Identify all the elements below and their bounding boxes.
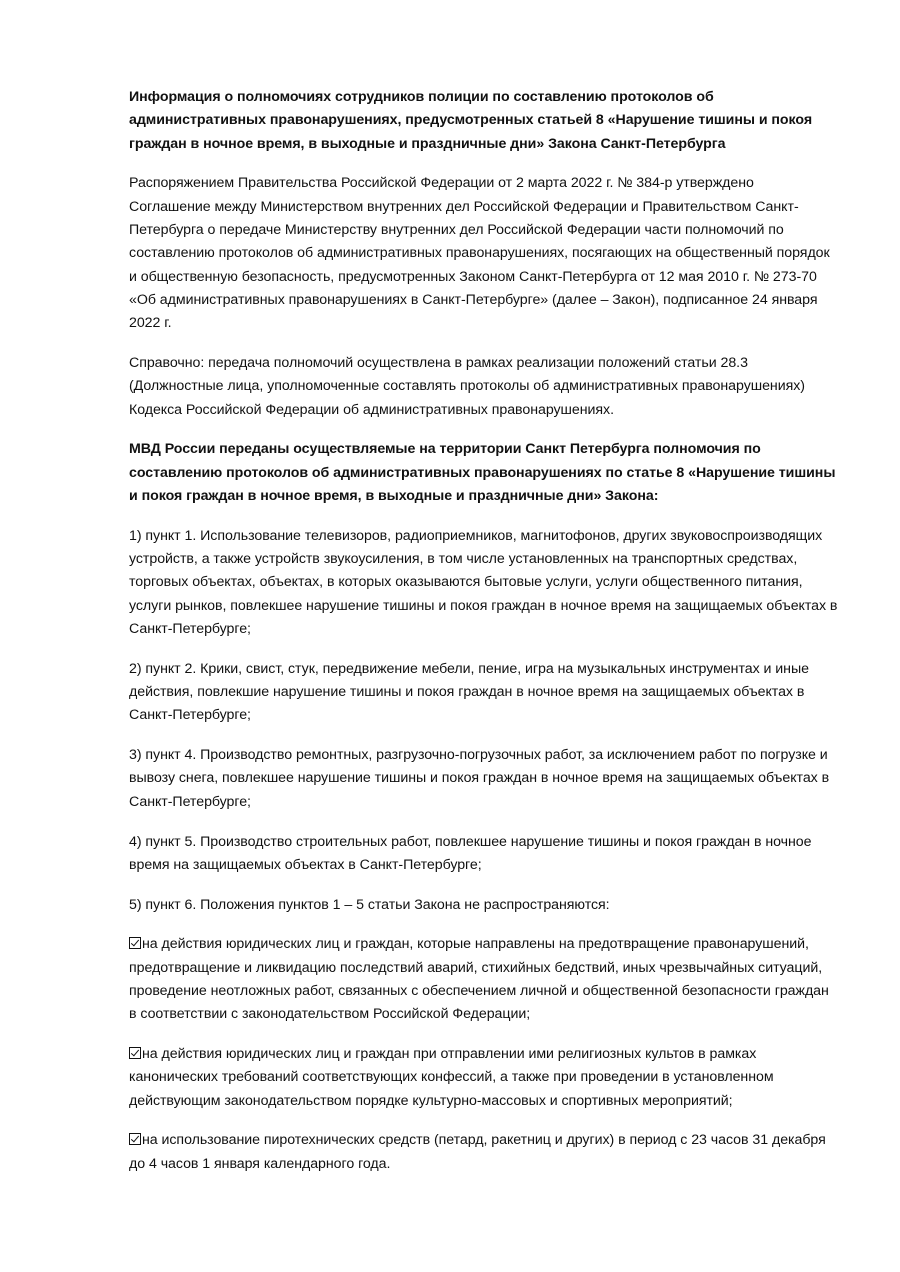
subheading-paragraph: МВД России переданы осуществляемые на территории Санкт Петербурга полномочия по составлению протоколов об административных правонарушениях по статье 8 «Нарушение тишины и покоя граждан в ночное время, в выходные и праздничные дни» Закона: bbox=[129, 441, 836, 504]
item-paragraph: 5) пункт 6. Положения пунктов 1 – 5 статьи Закона не распространяются: bbox=[129, 896, 610, 913]
document-heading: Информация о полномочиях сотрудников полиции по составлению протоколов об административных правонарушениях, предусмотренных статьей 8 «Нарушение тишины и покоя граждан в ночное время, в выходные и праздничные дни» Закона Санкт-Петербурга bbox=[129, 89, 813, 152]
exception-paragraph bbox=[129, 933, 838, 1026]
checkbox-checked-icon bbox=[129, 1133, 141, 1145]
exception-paragraph bbox=[129, 1129, 838, 1176]
exception-paragraph bbox=[129, 1043, 838, 1113]
item-paragraph: 1) пункт 1. Использование телевизоров, радиоприемников, магнитофонов, других звуковоспроизводящих устройств, а также устройств звукоусиления, в том числе установленных на транспортных средствах, торговых объектах, объектах, в которых оказываются бытовые услуги, услуги общественного питания, услуги рынков, повлекшее нарушение тишины и покоя граждан в ночное время на защищаемых объектах в Санкт-Петербурге; bbox=[129, 527, 838, 637]
exception-text: на действия юридических лиц и граждан при отправлении ими религиозных культов в рамках канонических требований соответствующих конфессий, а также при проведении в установленном действующим законодательством порядке культурно-массовых и спортивных мероприятий; bbox=[129, 1046, 774, 1109]
item-paragraph: 4) пункт 5. Производство строительных работ, повлекшее нарушение тишины и покоя граждан в ночное время на защищаемых объектах в Санкт-Петербурге; bbox=[129, 833, 812, 873]
intro-paragraph: Распоряжением Правительства Российской Федерации от 2 марта 2022 г. № 384-р утверждено Соглашение между Министерством внутренних дел Российской Федерации и Правительством Санкт-Петербурга о передаче Министерству внутренних дел Российской Федерации части полномочий по составлению протоколов об административных правонарушениях, посягающих на общественный порядок и общественную безопасность, предусмотренных Законом Санкт-Петербурга от 12 мая 2010 г. № 273-70 «Об административных правонарушениях в Санкт-Петербурге» (далее – Закон), подписанное 24 января 2022 г. bbox=[129, 175, 830, 332]
checkbox-checked-icon bbox=[129, 937, 141, 949]
item-paragraph: 2) пункт 2. Крики, свист, стук, передвижение мебели, пение, игра на музыкальных инструментах и иные действия, повлекшие нарушение тишины и покоя граждан в ночное время на защищаемых объектах в Санкт-Петербурге; bbox=[129, 660, 809, 724]
reference-paragraph: Справочно: передача полномочий осуществлена в рамках реализации положений статьи 28.3 (Должностные лица, уполномоченные составлять протоколы об административных правонарушениях) Кодекса Российской Федерации об административных правонарушениях. bbox=[129, 354, 805, 418]
checkbox-checked-icon bbox=[129, 1047, 141, 1059]
item-paragraph: 3) пункт 4. Производство ремонтных, разгрузочно-погрузочных работ, за исключением работ по погрузке и вывозу снега, повлекшее нарушение тишины и покоя граждан в ночное время на защищаемых объектах в Санкт-Петербурге; bbox=[129, 747, 830, 810]
exception-text: на действия юридических лиц и граждан, которые направлены на предотвращение правонарушений, предотвращение и ликвидацию последствий аварий, стихийных бедствий, иных чрезвычайных ситуаций, проведение неотложных работ, связанных с обеспечением личной и общественной безопасности граждан в соответствии с законодательством Российской Федерации; bbox=[129, 936, 829, 1023]
exception-text: на использование пиротехнических средств (петард, ракетниц и других) в период с 23 часов 31 декабря до 4 часов 1 января календарного года. bbox=[129, 1132, 826, 1172]
